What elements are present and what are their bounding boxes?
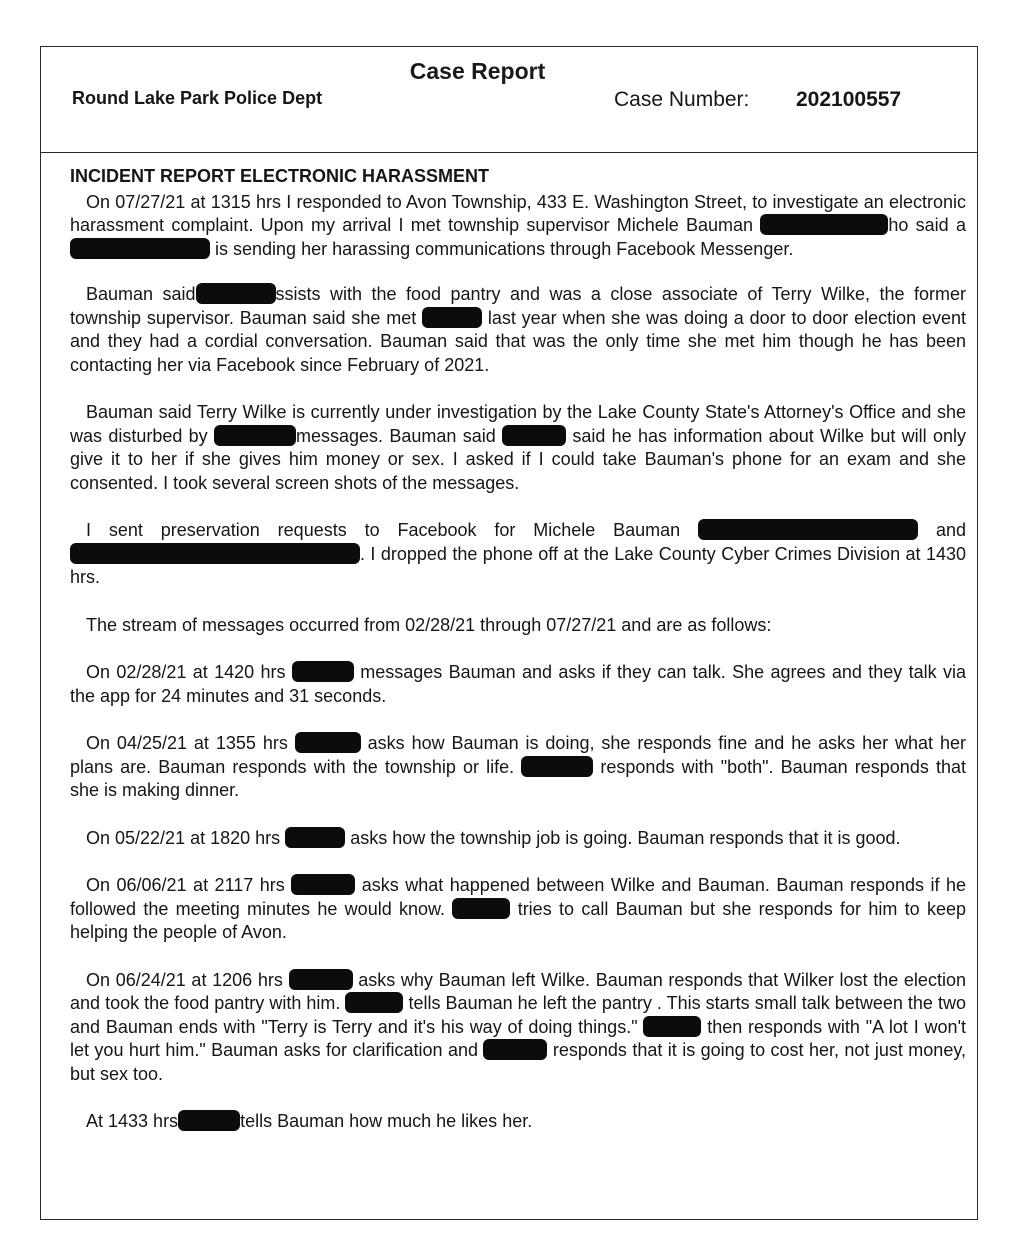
case-number-value: 202100557	[796, 88, 902, 111]
redaction	[502, 425, 566, 446]
redaction	[295, 732, 361, 753]
text-span: On 05/22/21 at 1820 hrs	[86, 827, 281, 848]
text-span: tells Bauman he left the pantry . This starts small talk between the two and Bauman ends with "Terry is Terry and it's his way of doing things."	[70, 993, 966, 1037]
text-span: On 06/06/21 at 2117 hrs	[86, 875, 285, 895]
paragraph-0606	[70, 874, 966, 945]
redaction	[643, 1016, 701, 1037]
text-span: . I dropped the phone off at the Lake County Cyber Crimes Division at 1430 hrs.	[70, 543, 966, 587]
paragraph-stream	[70, 614, 966, 638]
text-span: asks how Bauman is doing, she responds fine and he asks her what her plans are. Bauman responds with the township or life.	[70, 733, 966, 777]
text-span: last year when she was doing a door to door election event and they had a cordial conversation. Bauman said that was the only time she met him though he has been contacting her via Facebook since February of 2021.	[70, 307, 966, 375]
redaction	[196, 283, 276, 304]
redaction	[289, 969, 353, 990]
redaction	[452, 898, 510, 919]
text-span: On 02/28/21 at 1420 hrs	[86, 662, 286, 682]
text-span: At 1433 hrs	[86, 1111, 179, 1131]
header-divider	[40, 152, 978, 153]
redaction	[292, 661, 354, 682]
report-title: Case Report	[409, 58, 546, 84]
text-span: tries to call Bauman but she responds for him to keep helping the people of Avon.	[70, 898, 966, 942]
text-span: tells Bauman how much he likes her.	[240, 1111, 533, 1131]
text-span: messages. Bauman said	[296, 425, 496, 446]
text-span: then responds with "A lot I won't let you hurt him." Bauman asks for clarification and	[70, 1016, 967, 1060]
paragraph-0228	[70, 661, 966, 708]
text-span: On 06/24/21 at 1206 hrs	[86, 969, 283, 990]
report-body	[70, 165, 966, 1158]
case-number-label: Case Number:	[614, 88, 750, 111]
text-span: ho said a	[888, 215, 966, 235]
redaction	[291, 874, 355, 895]
text-span: said he has information about Wilke but will only give it to her if she gives him money or sex. I asked if I could take Bauman's phone for an exam and she consented. I took several screen shots of the messages.	[70, 425, 966, 493]
text-span: On 07/27/21 at 1315 hrs I responded to Avon Township, 433 E. Washington Street, to investigate an electronic harassment complaint. Upon my arrival I met township supervisor Michele Bauman	[70, 191, 966, 235]
text-span: and	[935, 520, 966, 540]
redaction	[422, 307, 482, 328]
text-span: responds with "both". Bauman responds that she is making dinner.	[70, 756, 966, 800]
text-span: ssists with the food pantry and was a close associate of Terry Wilke, the former township supervisor. Bauman said she met	[70, 284, 966, 328]
redaction	[698, 519, 918, 540]
redaction	[214, 425, 296, 446]
paragraph-arrival	[70, 191, 966, 262]
text-span: I sent preservation requests to Facebook for Michele Bauman	[86, 520, 681, 540]
text-span: asks what happened between Wilke and Bauman. Bauman responds if he followed the meeting minutes he would know.	[70, 875, 966, 919]
paragraph-preservation	[70, 519, 966, 590]
redaction	[70, 543, 360, 564]
paragraph-0425	[70, 732, 966, 803]
redaction	[521, 756, 593, 777]
text-span: Bauman said Terry Wilke is currently under investigation by the Lake County State's Attorney's Office and she was disturbed by	[70, 402, 966, 446]
paragraph-0624	[70, 969, 966, 1087]
redaction	[483, 1039, 547, 1060]
redaction	[178, 1110, 240, 1131]
text-span: asks how the township job is going. Bauman responds that it is good.	[350, 827, 901, 848]
text-span: Bauman said	[86, 284, 196, 304]
text-span: is sending her harassing communications through Facebook Messenger.	[215, 238, 794, 259]
department-name: Round Lake Park Police Dept	[72, 88, 323, 108]
text-span: messages Bauman and asks if they can talk. She agrees and they talk via the app for 24 minutes and 31 seconds.	[70, 662, 966, 706]
paragraph-0522	[70, 827, 966, 851]
redaction	[285, 827, 345, 848]
paragraph-investigation	[70, 401, 966, 495]
text-span: responds that it is going to cost her, not just money, but sex too.	[70, 1040, 966, 1084]
redaction	[760, 214, 888, 235]
redaction	[345, 992, 403, 1013]
redaction	[70, 238, 210, 259]
text-span: The stream of messages occurred from 02/28/21 through 07/27/21 and are as follows:	[86, 614, 772, 635]
text-span: On 04/25/21 at 1355 hrs	[86, 733, 288, 753]
report-heading: INCIDENT REPORT ELECTRONIC HARASSMENT	[70, 166, 490, 186]
text-span: asks why Bauman left Wilke. Bauman responds that Wilker lost the election and took the food pantry with him.	[70, 969, 966, 1013]
paragraph-1433	[70, 1110, 966, 1134]
paragraph-pantry	[70, 283, 966, 377]
